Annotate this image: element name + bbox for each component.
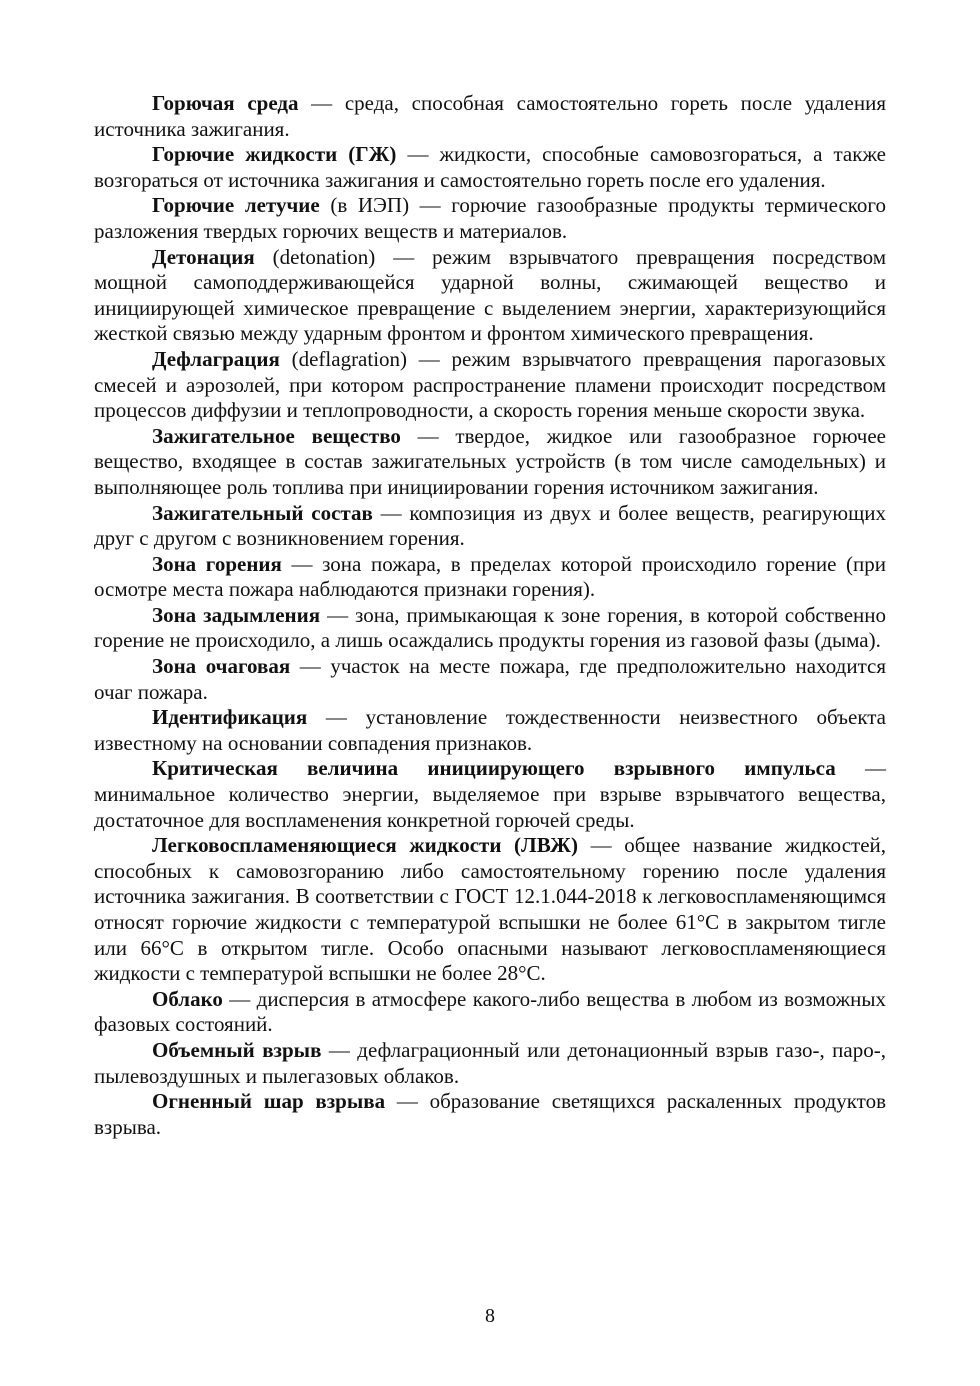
entry-term: Облако xyxy=(152,986,223,1011)
glossary-entry-gorjuchie-zhidkosti xyxy=(94,142,886,193)
entry-definition: — образование светящихся раскаленных продуктов взрыва. xyxy=(94,1089,886,1139)
entry-term: Зона горения xyxy=(152,551,282,576)
entry-definition: — зона, примыкающая к зоне горения, в которой собственно горение не происходило, а лишь осаждались продукты горения из газовой фазы (дыма). xyxy=(94,602,887,653)
entry-term: Зажигательное вещество xyxy=(152,423,401,448)
entry-term: Зажигательный состав xyxy=(152,500,373,525)
glossary-entry-zona-zadymlenija xyxy=(94,603,886,654)
glossary-entry-deflagracija xyxy=(94,347,886,424)
entry-term: Критическая величина инициирующего взрывного импульса xyxy=(152,756,836,781)
entry-term: Легковоспламеняющиеся жидкости (ЛВЖ) xyxy=(152,833,578,858)
glossary-entry-zazhigatelnyj-sostav xyxy=(94,501,886,552)
entry-term: Зона задымления xyxy=(152,602,321,627)
glossary-entry-gorjuchaja-sreda xyxy=(94,91,886,142)
entry-definition: — дефлаграционный или детонационный взрыв газо-, паро-, пылевоздушных и пылегазовых облаков. xyxy=(94,1037,886,1088)
entry-term: Горючие жидкости (ГЖ) xyxy=(152,142,397,167)
glossary-entry-oblako xyxy=(94,987,886,1038)
glossary-entry-detonacija xyxy=(94,245,886,347)
entry-definition: (deflagration) — режим взрывчатого превращения парогазовых смесей и аэрозолей, при котором распространение пламени происходит посредством процессов диффузии и теплопроводности, а скорость горения меньше скорости звука. xyxy=(94,346,886,423)
glossary-entry-identifikacija xyxy=(94,705,886,756)
entry-definition: — установление тождественности неизвестного объекта известному на основании совпадения признаков. xyxy=(94,705,886,755)
entry-term: Горючая среда xyxy=(152,91,299,115)
entry-term: Горючие летучие xyxy=(152,193,320,218)
page-number: 8 xyxy=(485,1305,495,1327)
entry-definition: (в ИЭП) — горючие газообразные продукты термического разложения твердых горючих веществ и материалов. xyxy=(94,193,886,243)
entry-definition: — твердое, жидкое или газообразное горючее вещество, входящее в состав зажигательных устройств (в том числе самодельных) и выполняющее роль топлива при инициировании горения источником зажигания. xyxy=(94,423,886,499)
glossary-entry-ognennyj-shar xyxy=(94,1089,886,1140)
glossary-entry-obemnyj-vzryv xyxy=(94,1038,886,1089)
entry-definition: — жидкости, способные самовозгораться, а также возгораться от источника зажигания и самостоятельно гореть после его удаления. xyxy=(94,142,887,192)
entry-term: Зона очаговая xyxy=(152,654,291,679)
glossary-entry-gorjuchie-letuchie xyxy=(94,193,886,244)
entry-definition: — общее название жидкостей, способных к самовозгоранию либо самостоятельному горению после удаления источника зажигания. В соответствии с ГОСТ 12.1.044-2018 к легковоспламеняющимся относят горючие жидкости с температурой вспышки не более 61°C в закрытом тигле или 66°C в открытом тигле. Особо опасными называют легковоспламеняющиеся жидкости с температурой вспышки не более 28°C. xyxy=(94,833,887,986)
entry-term: Огненный шар взрыва xyxy=(152,1089,386,1114)
entry-definition: — композиция из двух и более веществ, реагирующих друг с другом с возникновением горения. xyxy=(94,500,887,551)
glossary-entry-zona-gorenija xyxy=(94,552,886,603)
entry-definition: — зона пожара, в пределах которой происходило горение (при осмотре места пожара наблюдаются признаки горения). xyxy=(94,551,887,602)
entry-definition: — дисперсия в атмосфере какого-либо вещества в любом из возможных фазовых состояний. xyxy=(94,986,886,1037)
glossary-entry-lvzh xyxy=(94,833,886,987)
glossary-entry-kriticheskaja-velichina xyxy=(94,756,886,833)
entry-term: Детонация xyxy=(152,244,255,269)
entry-definition: — минимальное количество энергии, выделяемое при взрыве взрывчатого вещества, достаточное для воспламенения конкретной горючей среды. xyxy=(94,756,886,832)
entry-term: Объемный взрыв xyxy=(152,1037,322,1062)
glossary-entry-zazhigatelnoe-veshhestvo xyxy=(94,424,886,501)
entry-term: Дефлаграция xyxy=(152,346,280,371)
entry-term: Идентификация xyxy=(152,705,308,730)
entry-definition: — среда, способная самостоятельно гореть после удаления источника зажигания. xyxy=(94,91,886,141)
entry-definition: — участок на месте пожара, где предположительно находится очаг пожара. xyxy=(94,654,887,704)
glossary-body xyxy=(94,91,886,1140)
glossary-entry-zona-ochagovaja xyxy=(94,654,886,705)
entry-definition: (detonation) — режим взрывчатого превращения посредством мощной самоподдерживающейся ударной волны, сжимающей вещество и инициирующей химическое превращение с выделением энергии, характеризующийся жесткой связью между ударным фронтом и фронтом химического превращения. xyxy=(94,244,886,346)
